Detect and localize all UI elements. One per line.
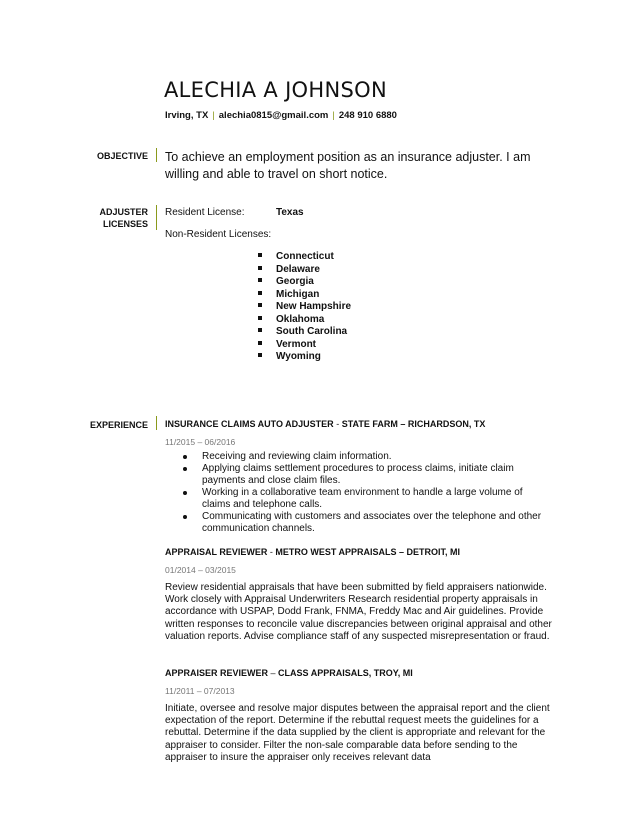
square-bullet-icon (258, 253, 262, 257)
square-bullet-icon (258, 341, 262, 345)
square-bullet-icon (258, 278, 262, 282)
list-item: Applying claims settlement procedures to process claims, initiate claim payments and close claim files. (183, 463, 553, 487)
list-item: Receiving and reviewing claim information. (183, 451, 553, 463)
nonresident-state-list (258, 251, 351, 364)
job-description: Initiate, oversee and resolve major disputes between the appraisal report and the client expectation of the report. Determine if the rebuttal request meets the guidelines for a rebuttal. Determine if the data supplied by the client is appropriate and relevant for the appraiser to consider. Filter the non-sale comparable data before sending to the appraiser to insure the appraiser only receives relevant data (165, 703, 550, 763)
objective-label: OBJECTIVE (96, 151, 148, 161)
list-item: Working in a collaborative team environment to handle a large volume of claims and telephone calls. (183, 487, 553, 511)
job-title: APPRAISER REVIEWER (165, 668, 269, 678)
job-description: Review residential appraisals that have been submitted by field appraisers nationwide. Work closely with Appraisal Underwriters Research residential property appraisals in accordance with USPAP, Dodd Frank, FNMA, Freddy Mac and Air guidelines. Provide written responses to reconcile value discrepancies between original appraisal and other valuation reports. Advise compliance staff of any suspected misrepresentation or fraud. (165, 582, 552, 642)
job-title-line: APPRAISAL REVIEWER - METRO WEST APPRAISALS – DETROIT, MI (165, 547, 461, 557)
bullet-icon (183, 467, 187, 471)
location: Irving, TX (165, 110, 209, 121)
experience-label: EXPERIENCE (89, 420, 148, 430)
job-duty-list (183, 451, 553, 535)
job-dates: 01/2014 – 03/2015 (165, 565, 236, 575)
square-bullet-icon (258, 303, 262, 307)
job-title: INSURANCE CLAIMS AUTO ADJUSTER (165, 419, 334, 429)
email[interactable]: alechia0815@gmail.com (218, 110, 329, 121)
job-title-line: APPRAISER REVIEWER – CLASS APPRAISALS, TROY, MI (165, 668, 413, 678)
licenses-divider (156, 205, 157, 230)
phone: 248 910 6880 (338, 110, 397, 121)
licenses-label (0, 206, 148, 230)
list-item: New Hampshire (258, 301, 351, 314)
square-bullet-icon (258, 316, 262, 320)
job-employer: CLASS APPRAISALS, TROY, MI (278, 668, 413, 678)
licenses-label-line2: LICENSES (102, 219, 148, 229)
job-employer: METRO WEST APPRAISALS – DETROIT, MI (275, 547, 461, 557)
list-item: Communicating with customers and associates over the telephone and other communication channels. (183, 511, 553, 535)
list-item: South Carolina (258, 326, 351, 339)
list-item: Oklahoma (258, 314, 351, 327)
job-employer: STATE FARM – RICHARDSON, TX (341, 419, 486, 429)
list-item: Delaware (258, 264, 351, 277)
contact-separator: | (212, 110, 215, 121)
job-dates: 11/2011 – 07/2013 (165, 686, 235, 696)
licenses-label-line1: ADJUSTER (99, 207, 148, 217)
bullet-icon (183, 455, 187, 459)
resident-license-label: Resident License: (165, 207, 245, 218)
experience-divider (156, 416, 157, 430)
job-title: APPRAISAL REVIEWER (165, 547, 268, 557)
list-item: Wyoming (258, 351, 351, 364)
square-bullet-icon (258, 291, 262, 295)
list-item: Connecticut (258, 251, 351, 264)
candidate-name: ALECHIA A JOHNSON (164, 78, 387, 102)
objective-divider (156, 148, 157, 162)
square-bullet-icon (258, 353, 262, 357)
objective-text: To achieve an employment position as an insurance adjuster. I am willing and able to travel on short notice. (165, 150, 531, 181)
bullet-icon (183, 515, 187, 519)
contact-separator: | (332, 110, 335, 121)
nonresident-license-label: Non-Resident Licenses: (165, 229, 272, 240)
square-bullet-icon (258, 328, 262, 332)
job-dates: 11/2015 – 06/2016 (165, 437, 236, 447)
list-item: Georgia (258, 276, 351, 289)
job-title-line: INSURANCE CLAIMS AUTO ADJUSTER - STATE FARM – RICHARDSON, TX (165, 419, 486, 429)
list-item: Michigan (258, 289, 351, 302)
resident-license-value: Texas (276, 207, 304, 218)
contact-line (165, 110, 397, 121)
bullet-icon (183, 491, 187, 495)
square-bullet-icon (258, 266, 262, 270)
list-item: Vermont (258, 339, 351, 352)
